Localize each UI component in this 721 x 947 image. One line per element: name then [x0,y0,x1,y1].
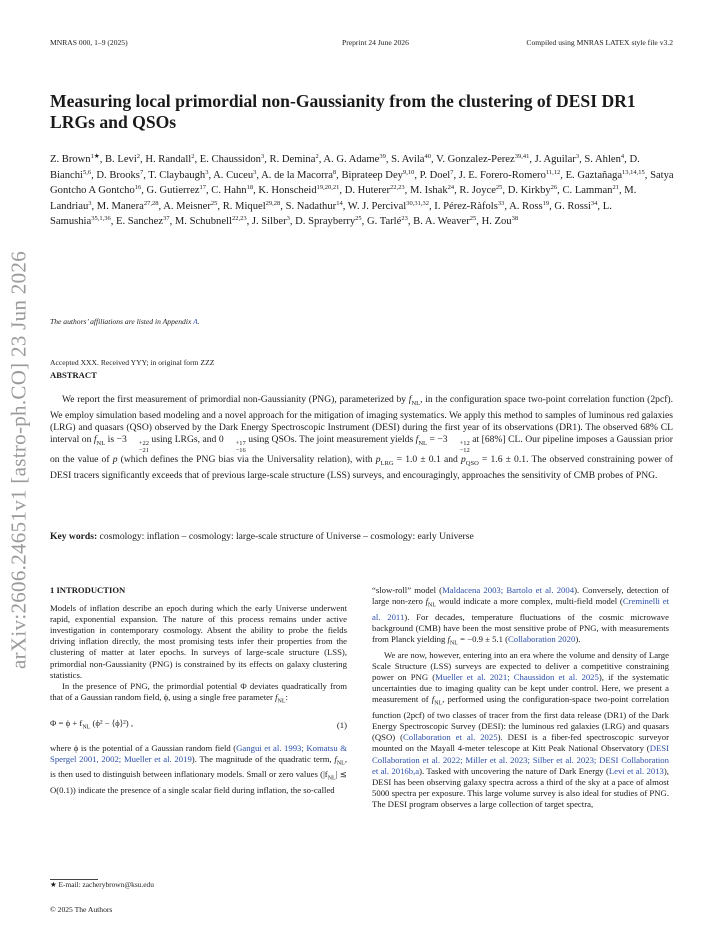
author: S. Avila$^{40}$, [391,153,437,165]
appendix-link[interactable]: A [193,317,198,326]
equation-number: (1) [336,720,347,731]
author: M. Schubnell$^{22,23}$, [174,215,252,228]
author: H. Zou$^{38}$ [481,215,519,228]
citation-link[interactable]: Maldacena 2003; Bartolo et al. 2004 [442,585,575,595]
author: G. Tarlé$^{23}$, [366,215,414,228]
accepted-line: Accepted XXX. Received YYY; in original form ZZZ [50,358,215,367]
author: J. E. Forero-Romero$^{11,12}$, [458,168,566,181]
footnote-email: ★ E-mail: zacherybrown@ksu.edu [50,880,154,889]
keywords-text: cosmology: inflation – cosmology: large-scale structure of Universe – cosmology: early Universe [97,531,474,542]
author: D. Bianchi$^{5,6}$, [50,154,640,181]
author: B. A. Weaver$^{25}$, [413,215,482,228]
author: Biprateep Dey$^{9,10}$, [341,168,420,181]
author: J. Silber$^3$, [251,215,296,228]
author: B. Levi$^2$, [104,153,146,165]
arxiv-identifier: arXiv:2606.24651v1 [astro-ph.CO] 23 Jun 2026 [6,251,31,669]
citation-link[interactable]: Collaboration 2020 [508,634,576,645]
author: E. Sanchez$^{37}$, [116,215,175,228]
author: Z. Brown$^{1★}$, [50,153,105,165]
author: I. Pérez-Ràfols$^{33}$, [434,199,510,212]
author: J. Aguilar$^3$, [534,153,585,165]
citation-link[interactable]: Gangui et al. 1993; Komatsu & Spergel 2001, 2002; Mueller et al. 2019 [50,742,347,764]
arxiv-sideband [2,240,36,680]
author: M. Manera$^{27,28}$, [96,199,164,212]
author: R. Miquel$^{29,28}$, [222,199,286,212]
author: R. Joyce$^{25}$, [459,184,508,197]
author: G. Gutierrez$^{17}$, [146,184,212,197]
intro-paragraph-5: We are now, however, entering into an era where the volume and density of Large Scale Structure (LSS) surveys are expected to deliver a competitive constraining power on PNG (Mueller et al. 2021; Chaussidon et al. 2025), if the systematic uncertainties due to imaging quality can be kept under control. Here, we present a measurement of $f_{NL}$, performed using the configuration-space two-point correlation function (2pcf) of two classes of tracer from the first data release (DR1) of the Dark Energy Spectroscopic Survey (DESI): the luminous red galaxies (LRG) and quasars (QSO) (Collaboration et al. 2025). DESI is a fiber-fed spectroscopic surveyor mounted on the Mayall 4-meter telescope at Kitt Peak National Observatory (DESI Collaboration et al. 2022; Miller et al. 2023; Silber et al. 2023; DESI Collaboration et al. 2016b,a). Tasked with uncovering the nature of Dark Energy (Levi et al. 2013), DESI has been observing galaxy spectra across a third of the sky at a pace of almost 5000 spectra per exposure. This large volume survey is also ideal for studies of PNG. The DESI program observes a large collection of target spectra, [372,649,669,809]
section-title: 1 INTRODUCTION [50,585,126,595]
author: E. Gaztañaga$^{13,14,15}$, [565,168,651,181]
author: A. G. Adame$^{39}$, [323,153,392,165]
copyright: © 2025 The Authors [50,905,113,914]
keywords-label: Key words: [50,531,98,542]
author: R. Demina$^2$, [269,153,324,165]
left-column [50,585,347,796]
author: S. Nadathur$^{14}$, [285,199,348,212]
author: M. Landriau$^3$, [50,185,637,212]
intro-paragraph-1: Models of inflation describe an epoch during which the early Universe underwent rapid, exponential expansion. The nature of this process remains under active investigation in contemporary cosmology. Absent the ability to probe the fields driving inflation directly, the most promising tests infer their properties from the clustering of matter at later epochs. In surveys of large-scale structure (LSS), primordial non-Gaussianity (PNG) is constrained by its effects on galaxy clustering statistics. [50,603,347,680]
author: L. Samushia$^{35,1,36}$, [50,200,612,228]
abstract-body: We report the first measurement of primordial non-Gaussianity (PNG), parameterized by $f_{NL}$, in the configuration space two-point correlation function (2pcf). We employ simulation based modeling and a novel approach for the mitigation of imaging systematics. We apply this method to samples of luminous red galaxies (LRG) and quasars (QSO) observed by the Dark Energy Spectroscopic Instrument (DESI) during the first year of its observations (DR1). The observed 68% CL interval on $f_{NL}$ is −3 +22 −21 using LRGs, and 0 +17 −16 using QSOs. The joint measurement yields $f_{NL} = -3$ +12 −12 at [68%] CL. Our pipeline imposes a Gaussian prior on the value of p (which defines the PNG bias via the Universality relation), with $p_{LRG} = 1.0 \pm 0.1$ and $p_{QSO} = 1.6 \pm 0.1$. The observed constraining power of DESI tracers significantly exceeds that of previous large-scale structure (LSS) surveys, and encouragingly, approaches the sensitivity of CMB probes of PNG. [50,394,674,482]
author: K. Honscheid$^{19,20,21}$, [258,184,345,197]
citation-link[interactable]: DESI Collaboration et al. 2022; Miller et al. 2023; Silber et al. 2023; DESI Collaboration et al. 2016b,a [372,743,669,776]
citation-link[interactable]: Levi et al. 2013 [608,765,664,776]
author: A. Cuceu$^3$, [213,168,262,181]
journal-citation: MNRAS 000, 1–9 (2025) [50,38,128,47]
author: E. Chaussidon$^3$, [199,153,270,165]
author: D. Kirkby$^{26}$, [507,184,563,197]
author: A. Meisner$^{25}$, [163,199,223,212]
author: A. de la Macorra$^8$, [261,168,342,181]
author-list [50,152,675,230]
equation-1 [50,718,347,734]
author: T. Claybaugh$^3$, [148,168,214,181]
author: G. Rossi$^{34}$, [554,199,603,212]
intro-paragraph-2: In the presence of PNG, the primordial potential Φ deviates quadratically from that of a Gaussian random field, ϕ, using a single free parameter $f_{NL}$: [50,680,347,705]
author: V. Gonzalez-Perez$^{39,41}$, [436,153,535,165]
keywords-line [50,531,673,542]
running-header [50,38,673,50]
equation-body: $\Phi = \phi + f_{NL}$ (ϕ² − ⟨ϕ⟩²) , [50,717,133,731]
author: C. Hahn$^{18}$, [211,184,259,197]
right-column [372,585,669,810]
abstract-heading: ABSTRACT [50,370,97,380]
citation-link[interactable]: Creminelli et al. 2011 [372,596,669,622]
author: A. Ross$^{19}$, [509,199,555,212]
intro-paragraph-3: where ϕ is the potential of a Gaussian random field (Gangui et al. 1993; Komatsu & Spergel 2001, 2002; Mueller et al. 2019). The magnitude of the quadratic term, $f_{NL}$, is then used to distinguish between inflationary models. Small or zero values ($|f_{NL}|$ ≲ O(0.1)) indicate the presence of a single scalar field during inflation, the so-called [50,742,347,796]
compile-note: Compiled using MNRAS LATEX style file v3.2 [526,38,673,47]
author: H. Randall$^2$, [145,153,200,165]
author: D. Sprayberry$^{25}$, [295,215,367,228]
author: C. Lamman$^{21}$, [562,184,625,197]
author: M. Ishak$^{24}$, [409,184,460,197]
author: P. Doel$^7$, [419,168,459,181]
author: D. Huterer$^{22,23}$, [344,184,410,197]
affiliations-note: The authors’ affiliations are listed in Appendix A. [50,317,200,326]
intro-paragraph-4: “slow-roll” model (Maldacena 2003; Bartolo et al. 2004). Conversely, detection of large non-zero $f_{NL}$ would indicate a more complex, multi-field model (Creminelli et al. 2011). For decades, temperature fluctuations of the cosmic microwave background (CMB) have been the most sensitive probe of PNG, with measurements from Planck yielding $f_{NL} = -0.9 \pm 5.1$ (Collaboration 2020). [372,585,669,647]
paper-title: Measuring local primordial non-Gaussianity from the clustering of DESI DR1 LRGs and QSOs [50,91,636,132]
citation-link[interactable]: Mueller et al. 2021; Chaussidon et al. 2025 [435,672,599,683]
author: W. J. Percival$^{30,31,32}$, [347,199,435,212]
author: Satya Gontcho A Gontcho$^{16}$, [50,169,674,197]
author: D. Brooks$^7$, [96,168,149,181]
author: S. Ahlen$^4$, [584,153,630,165]
citation-link[interactable]: Collaboration et al. 2025 [402,732,498,743]
preprint-date: Preprint 24 June 2026 [342,38,409,47]
